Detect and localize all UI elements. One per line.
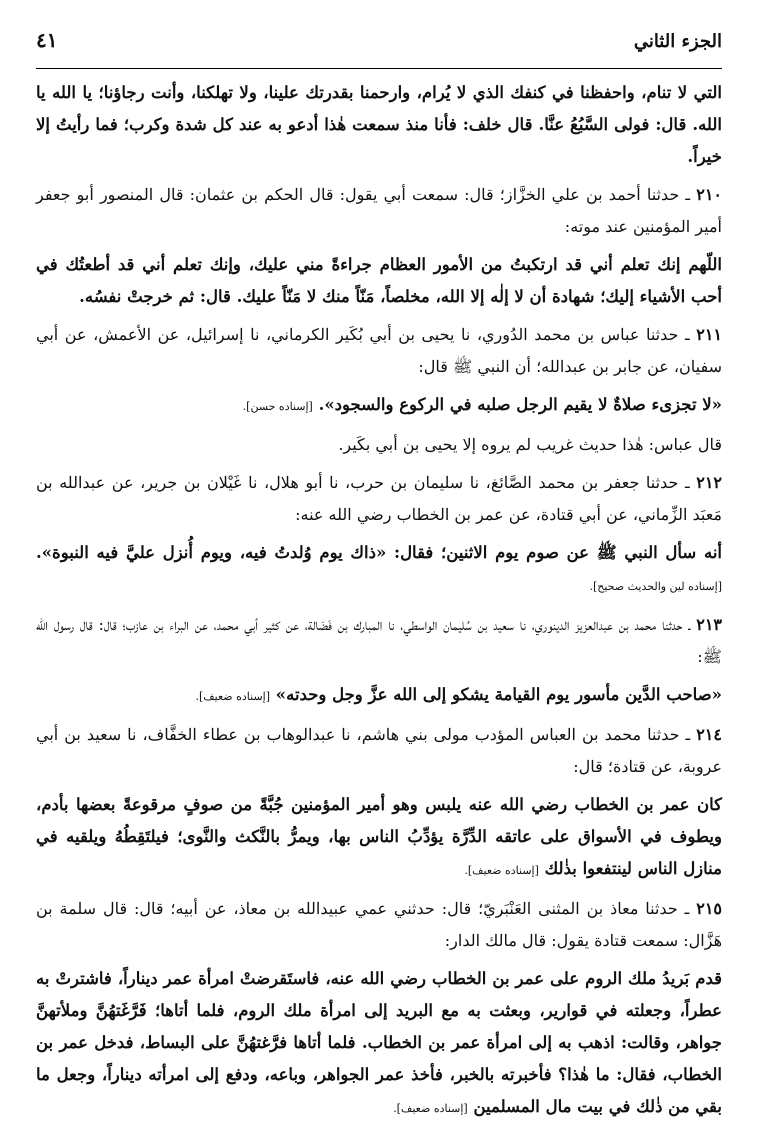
hadith-paragraph [36, 467, 722, 531]
text-paragraph [36, 963, 722, 1125]
paragraph-text: «صاحب الدَّين مأسور يوم القيامة يشكو إلى الله عزَّ وجل وحدته» [275, 685, 722, 704]
hadith-paragraph [36, 179, 722, 243]
paragraph-text: ـ حدثنا جعفر بن محمد الصَّائغ، نا سليمان بن حرب، نا أبو هلال، نا غَيْلان بن جرير، عن عبدالله بن مَعبَد الزِّماني، عن أبي قتادة، عن عمر بن الخطاب رضي الله عنه: [36, 473, 722, 524]
paragraph-text: قدم بَريدُ ملك الروم على عمر بن الخطاب رضي الله عنه، فاستَقرضتْ امرأة عمر ديناراً، فاشترتْ به عطراً، وجعلته في قوارير، وبعثت به مع البريد إلى امرأة ملك الروم، فلما أتاها؛ فَرَّغَتهُنَّ وملأتهنَّ جواهر، وقالت: اذهب به إلى امرأة عمر بن الخطاب. فلما أتاها فرَّغتهُنَّ على البساط، فدخل عمر بن الخطاب، فقال: ما هٰذا؟ فأخبرته بالخبر، فأخذ عمر الجواهر، وباعه، ودفع إلى امرأته ديناراً، وجعل ما بقي من ذٰلك في بيت مال المسلمين [36, 969, 722, 1116]
paragraph-text: ـ حدثنا عباس بن محمد الدُوري، نا يحيى بن أبي بُكَير الكرماني، نا إسرائيل، عن الأعمش، عن أبي سفيان، عن جابر بن عبدالله؛ أن النبي ﷺ قال: [36, 325, 722, 376]
isnad-note: [إسناده ضعيف]. [464, 864, 539, 877]
text-paragraph [36, 77, 722, 173]
hadith-number: ٢١٣ [696, 615, 722, 634]
page-header [36, 28, 722, 69]
text-paragraph [36, 389, 722, 423]
paragraph-text: ـ حدثنا معاذ بن المثنى العَنْبَريّ؛ قال: حدثني عمي عبيدالله بن معاذ، عن أبيه؛ قال: قال سلمة بن هَزَّال: سمعت قتادة يقول: قال مالك الدار: [36, 899, 722, 950]
hadith-paragraph [36, 893, 722, 957]
page-content [36, 69, 722, 1125]
hadith-paragraph [36, 319, 722, 383]
paragraph-text: ـ حدثنا محمد بن العباس المؤدب مولى بني هاشم، نا عبدالوهاب بن عطاء الخفَّاف، نا سعيد بن أبي عروبة، عن قتادة؛ قال: [36, 725, 722, 776]
paragraph-text: اللّهم إنك تعلم أني قد ارتكبتُ من الأمور العظام جراءةً مني عليك، وإنك تعلم أني قد أطعتُك في أحب الأشياء إليك؛ شهادة أن لا إلٰه إلا الله، مخلصاً، مَنّاً منك لا مَنّاً عليك. قال: ثم خرجتْ نفسُه. [36, 255, 722, 306]
isnad-note: [إسناده حسن]. [242, 400, 313, 413]
paragraph-text: كان عمر بن الخطاب رضي الله عنه يلبس وهو أمير المؤمنين جُبَّةً من صوفٍ مرقوعةً بعضها بأدم، ويطوف في الأسواق على عاتقه الدِّرَّة يؤدِّبُ الناس بها، ويمرُّ بالنَّكث والنَّوى؛ فيلتَقِطُهُ ويلقيه في منازل الناس لينتفعوا بذٰلك [36, 795, 722, 878]
isnad-note: [إسناده لين والحديث صحيح]. [589, 580, 722, 593]
volume-title: الجزء الثاني [633, 31, 722, 52]
text-paragraph [36, 249, 722, 313]
isnad-note: [إسناده ضعيف]. [195, 690, 271, 703]
hadith-number: ٢١٥ [696, 899, 722, 918]
hadith-number: ٢١١ [696, 325, 723, 344]
hadith-number: ٢١٢ [696, 473, 723, 492]
hadith-paragraph [36, 719, 722, 783]
paragraph-text: التي لا تنام، واحفظنا في كنفك الذي لا يُرام، وارحمنا بقدرتك علينا، ولا تهلكنا، وأنت رجاؤنا؛ يا الله يا الله. قال: فولى السَّبُعُ عنَّا. قال خلف: فأنا منذ سمعت هٰذا أدعو به عند كل شدة وكرب؛ فما رأيتُ إلا خيراً. [36, 83, 722, 166]
paragraph-text: قال عباس: هٰذا حديث غريب لم يروه إلا يحيى بن أبي بكَير. [338, 435, 722, 454]
hadith-paragraph [36, 609, 722, 673]
isnad-note: [إسناده ضعيف]. [393, 1102, 468, 1115]
text-paragraph [36, 429, 722, 461]
text-paragraph [36, 679, 722, 713]
paragraph-text: ـ حدثنا أحمد بن علي الخزَّاز؛ قال: سمعت أبي يقول: قال الحكم بن عثمان: قال المنصور أبو جعفر أمير المؤمنين عند موته: [36, 185, 722, 236]
paragraph-text: ـ حدثنا محمد بن عبدالعزيز الدينوري، نا سعيد بن سُليمان الواسطي، نا المبارك بن فَضَالة، عن كثير أبي محمد، عن البراء بن عازب؛ قال: قال رسول الله ﷺ: [36, 615, 722, 666]
hadith-number: ٢١٠ [696, 185, 722, 204]
hadith-number: ٢١٤ [696, 725, 722, 744]
text-paragraph [36, 789, 722, 887]
page-number: ٤١ [36, 28, 58, 52]
paragraph-text: أنه سأل النبي ﷺ عن صوم يوم الاثنين؛ فقال: «ذاك يوم وُلدتُ فيه، ويوم أُنزل عليَّ فيه النبوة». [36, 543, 722, 562]
text-paragraph [36, 537, 722, 603]
paragraph-text: «لا تجزىء صلاةٌ لا يقيم الرجل صلبه في الركوع والسجود». [318, 395, 722, 414]
